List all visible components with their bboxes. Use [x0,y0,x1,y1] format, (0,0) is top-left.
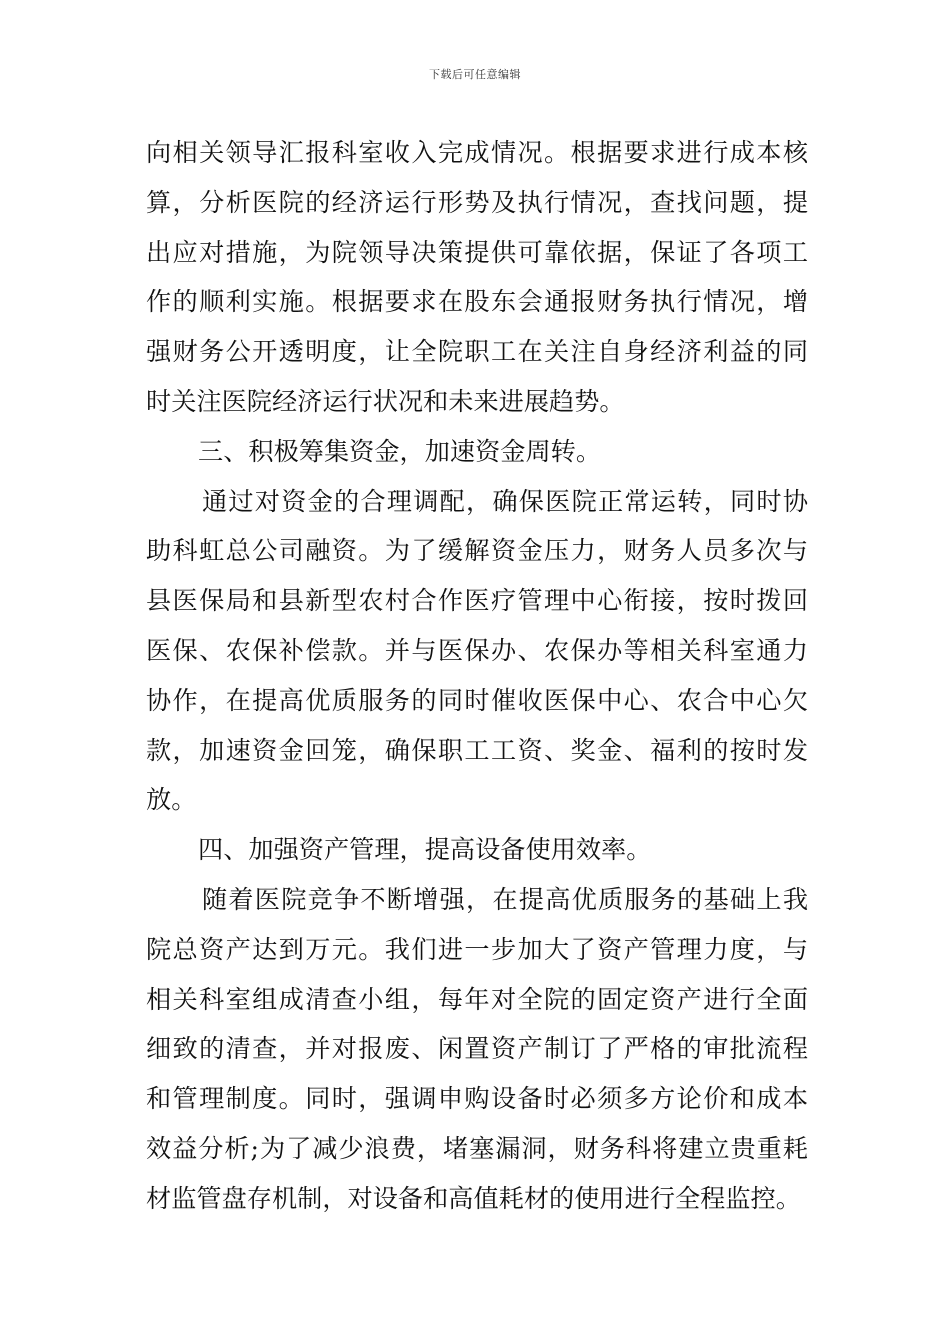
text-line: 和管理制度。同时，强调申购设备时必须多方论价和成本 [146,1084,808,1114]
document-body [146,128,808,1224]
text-line: 协作，在提高优质服务的同时催收医保中心、农合中心欠 [146,685,808,715]
text-line: 细致的清查，并对报废、闲置资产制订了严格的审批流程 [146,1034,808,1064]
text-line: 县医保局和县新型农村合作医疗管理中心衔接，按时拨回 [146,586,808,616]
text-line: 助科虹总公司融资。为了缓解资金压力，财务人员多次与 [146,536,808,566]
text-line: 院总资产达到万元。我们进一步加大了资产管理力度，与 [146,934,808,964]
text-line: 强财务公开透明度，让全院职工在关注自身经济利益的同 [146,337,808,367]
section-heading: 三、积极筹集资金，加速资金周转。 [198,436,601,466]
section-heading: 四、加强资产管理，提高设备使用效率。 [198,835,652,865]
text-line: 通过对资金的合理调配，确保医院正常运转，同时协 [202,486,808,516]
text-line: 向相关领导汇报科室收入完成情况。根据要求进行成本核 [146,138,808,167]
text-line: 材监管盘存机制，对设备和高值耗材的使用进行全程监控。 [146,1183,801,1213]
text-line: 款，加速资金回笼，确保职工工资、奖金、福利的按时发 [146,735,808,765]
text-line: 时关注医院经济运行状况和未来进展趋势。 [146,386,625,416]
text-line: 相关科室组成清查小组，每年对全院的固定资产进行全面 [146,984,808,1014]
text-line: 放。 [146,785,197,815]
text-line: 随着医院竞争不断增强，在提高优质服务的基础上我 [202,884,808,914]
text-line: 出应对措施，为院领导决策提供可靠依据，保证了各项工 [146,237,808,267]
text-line: 算，分析医院的经济运行形势及执行情况，查找问题，提 [146,187,808,217]
page-header: 下载后可任意编辑 [429,68,521,81]
text-line: 作的顺利实施。根据要求在股东会通报财务执行情况，增 [146,287,808,317]
text-line: 医保、农保补偿款。并与医保办、农保办等相关科室通力 [146,635,808,665]
text-line: 效益分析;为了减少浪费，堵塞漏洞，财务科将建立贵重耗 [146,1133,808,1163]
